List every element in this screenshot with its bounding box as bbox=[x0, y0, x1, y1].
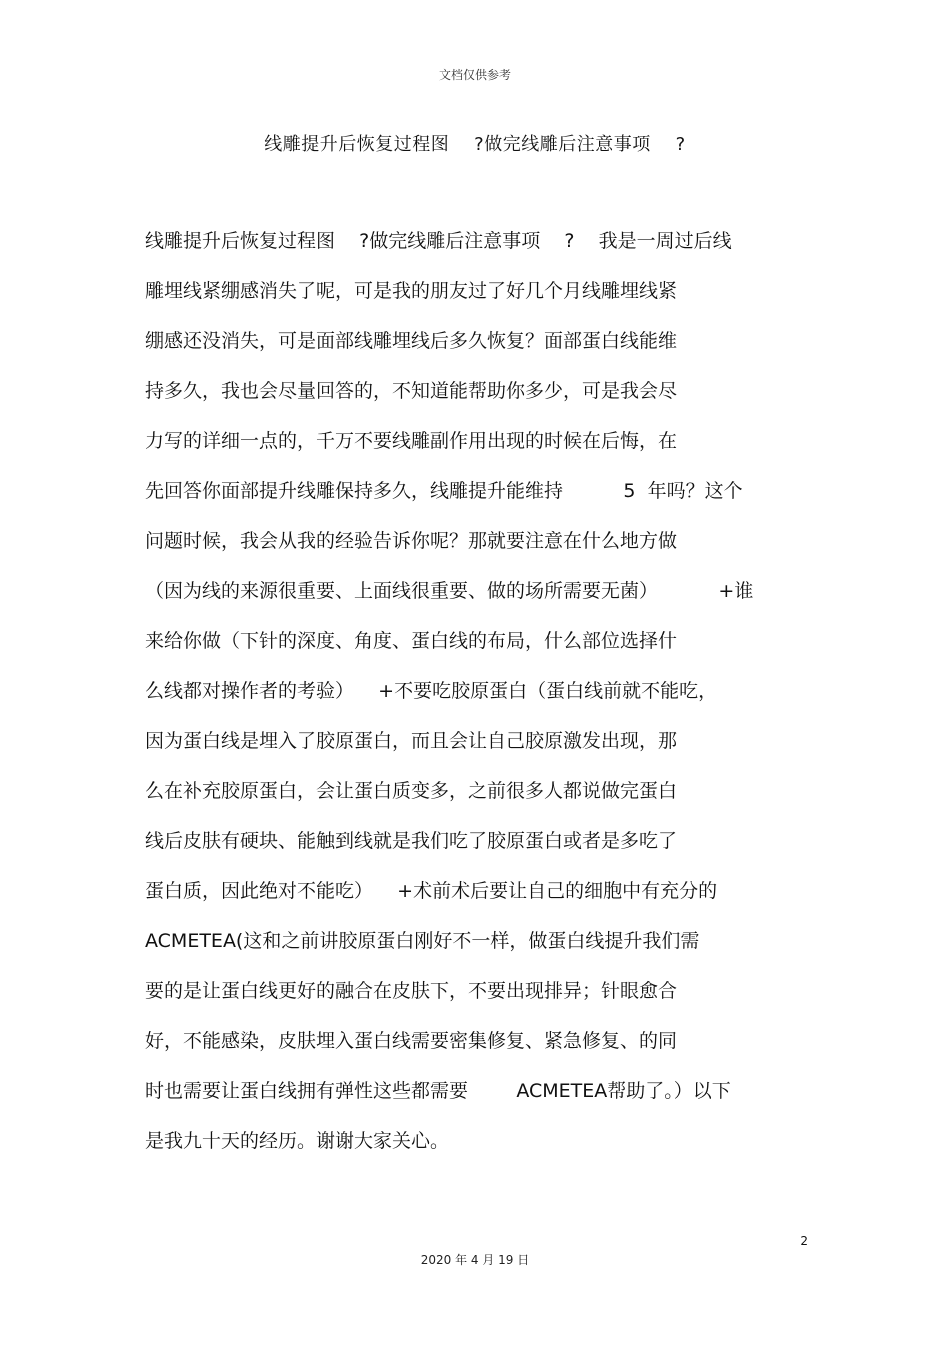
footer-date: 2020 年 4 月 19 日 bbox=[420, 1253, 530, 1267]
body-line: 好，不能感染，皮肤埋入蛋白线需要密集修复、紧急修复、的同 bbox=[145, 1030, 678, 1052]
body-line: 力写的详细一点的，千万不要线雕副作用出现的时候在后悔，在 bbox=[145, 430, 678, 452]
body-line: 先回答你面部提升线雕保持多久，线雕提升能维持 5 年吗？这个 bbox=[145, 480, 743, 502]
page-number: 2 bbox=[800, 1234, 808, 1248]
body-line: 要的是让蛋白线更好的融合在皮肤下，不要出现排异；针眼愈合 bbox=[145, 980, 678, 1002]
body-line: 来给你做（下针的深度、角度、蛋白线的布局，什么部位选择什 bbox=[145, 630, 678, 652]
body-line: 线后皮肤有硬块、能触到线就是我们吃了胶原蛋白或者是多吃了 bbox=[145, 830, 678, 852]
body-line: 问题时候，我会从我的经验告诉你呢？那就要注意在什么地方做 bbox=[145, 530, 678, 552]
body-line: 蛋白质，因此绝对不能吃） +术前术后要让自己的细胞中有充分的 bbox=[145, 880, 718, 902]
header-watermark: 文档仅供参考 bbox=[438, 68, 511, 82]
body-text bbox=[145, 223, 825, 1173]
body-line: 么线都对操作者的考验） +不要吃胶原蛋白（蛋白线前就不能吃， bbox=[145, 680, 718, 702]
body-line: 因为蛋白线是埋入了胶原蛋白，而且会让自己胶原激发出现，那 bbox=[145, 730, 678, 752]
body-line: （因为线的来源很重要、上面线很重要、做的场所需要无菌） +谁 bbox=[145, 580, 754, 602]
body-line: 雕埋线紧绷感消失了呢，可是我的朋友过了好几个月线雕埋线紧 bbox=[145, 280, 678, 302]
body-line: ACMETEA(这和之前讲胶原蛋白刚好不一样，做蛋白线提升我们需 bbox=[145, 930, 700, 952]
body-line: 是我九十天的经历。谢谢大家关心。 bbox=[145, 1130, 450, 1152]
document-title: 线雕提升后恢复过程图 ?做完线雕后注意事项 ? bbox=[264, 134, 686, 155]
body-line: 持多久，我也会尽量回答的，不知道能帮助你多少，可是我会尽 bbox=[145, 380, 678, 402]
body-line: 么在补充胶原蛋白，会让蛋白质变多，之前很多人都说做完蛋白 bbox=[145, 780, 678, 802]
body-line: 时也需要让蛋白线拥有弹性这些都需要 ACMETEA帮助了。）以下 bbox=[145, 1080, 731, 1102]
body-line: 线雕提升后恢复过程图 ?做完线雕后注意事项 ? 我是一周过后线 bbox=[145, 230, 732, 252]
body-line: 绷感还没消失，可是面部线雕埋线后多久恢复？面部蛋白线能维 bbox=[145, 330, 678, 352]
